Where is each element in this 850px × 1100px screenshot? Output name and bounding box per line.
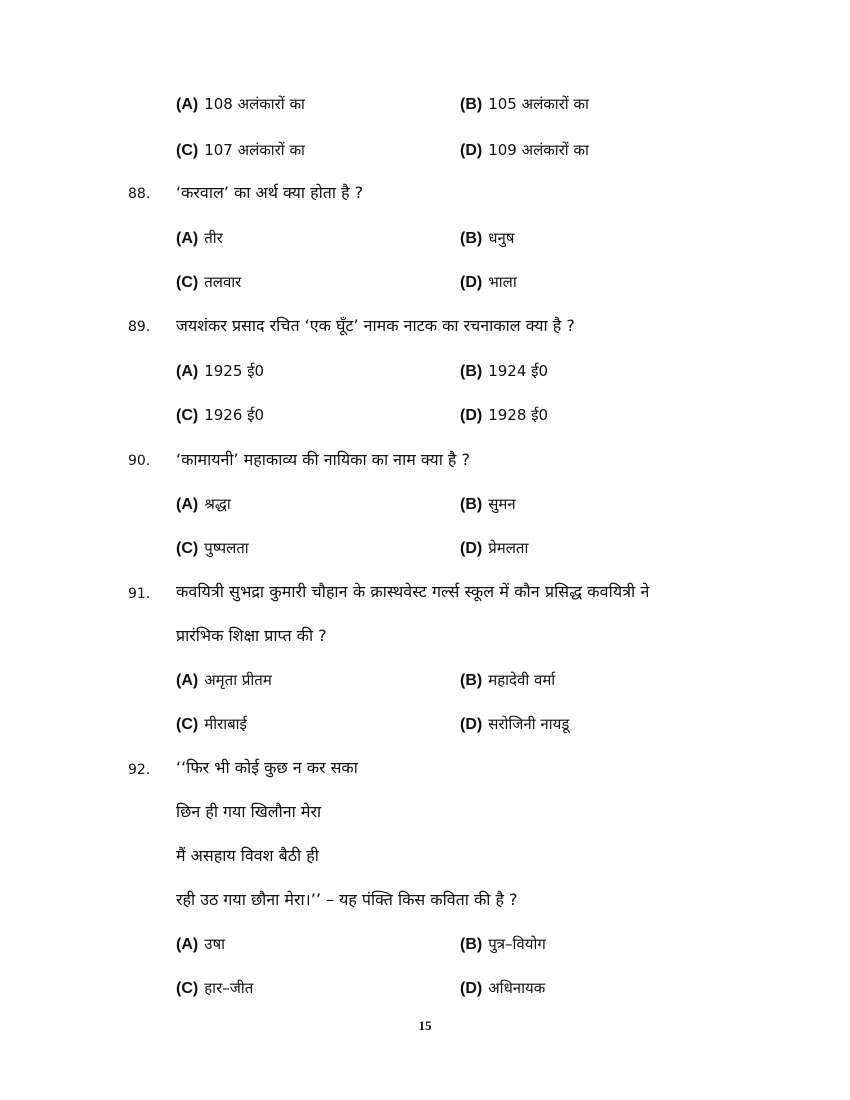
q88-option-a: [176, 228, 223, 249]
option-label: (C): [176, 980, 199, 997]
option-label: (D): [460, 142, 483, 159]
option-text: 107 अलंकारों का: [204, 141, 305, 159]
q89-option-b: [460, 361, 548, 382]
question-text-88: ‘करवाल’ का अर्थ क्या होता है ?: [176, 183, 364, 202]
q89-option-d: [460, 405, 548, 426]
option-label: (D): [460, 407, 483, 424]
question-number-91: 91.: [128, 586, 151, 602]
question-text-91-line-1: कवयित्री सुभद्रा कुमारी चौहान के क्रास्थवेस्ट गर्ल्स स्कूल में कौन प्रसिद्ध कवयित्री ने: [176, 582, 650, 601]
option-label: (A): [176, 672, 199, 689]
question-text-89: जयशंकर प्रसाद रचित ‘एक घूँट’ नामक नाटक का रचनाकाल क्या है ?: [176, 316, 575, 335]
q92-option-c: [176, 978, 253, 999]
option-label: (A): [176, 96, 199, 113]
option-text: महादेवी वर्मा: [488, 671, 556, 689]
option-text: 105 अलंकारों का: [488, 95, 589, 113]
option-label: (C): [176, 274, 199, 291]
q89-option-c: [176, 405, 264, 426]
option-text: धनुष: [488, 229, 515, 247]
page-number: 15: [418, 1018, 432, 1033]
option-text: भाला: [488, 273, 517, 291]
q90-option-a: [176, 494, 231, 515]
question-number-89: 89.: [128, 319, 151, 335]
q87-option-d: [460, 140, 589, 161]
option-label: (B): [460, 230, 483, 247]
option-text: अमृता प्रीतम: [204, 671, 272, 689]
q90-option-b: [460, 494, 516, 515]
question-text-91-line-2: प्रारंभिक शिक्षा प्राप्त की ?: [176, 626, 327, 645]
option-label: (B): [460, 936, 483, 953]
q89-option-a: [176, 361, 264, 382]
option-text: 108 अलंकारों का: [204, 95, 305, 113]
question-number-88: 88.: [128, 186, 151, 202]
option-text: 1926 ई0: [204, 406, 265, 424]
q88-option-c: [176, 272, 241, 293]
question-text-92-line-2: छिन ही गया खिलौना मेरा: [176, 802, 322, 821]
question-number-92: 92.: [128, 762, 151, 778]
option-text: प्रेमलता: [488, 539, 529, 557]
option-text: 1928 ई0: [488, 406, 549, 424]
option-text: तीर: [204, 229, 223, 247]
option-label: (C): [176, 142, 199, 159]
question-text-90: ‘कामायनी’ महाकाव्य की नायिका का नाम क्या है ?: [176, 450, 471, 469]
question-text-92-line-4: रही उठ गया छौना मेरा।’’ – यह पंक्ति किस कविता की है ?: [176, 890, 518, 909]
option-label: (A): [176, 363, 199, 380]
q87-option-b: [460, 94, 589, 115]
option-text: पुष्पलता: [204, 539, 249, 557]
option-label: (C): [176, 407, 199, 424]
option-text: 1924 ई0: [488, 362, 549, 380]
option-text: श्रद्धा: [204, 495, 231, 513]
option-label: (A): [176, 496, 199, 513]
option-text: पुत्र–वियोग: [488, 935, 546, 953]
q91-option-c: [176, 714, 247, 735]
q88-option-b: [460, 228, 514, 249]
q87-option-a: [176, 94, 305, 115]
q90-option-d: [460, 538, 528, 559]
option-label: (A): [176, 936, 199, 953]
option-label: (B): [460, 496, 483, 513]
option-label: (B): [460, 96, 483, 113]
q92-option-a: [176, 934, 225, 955]
option-text: तलवार: [204, 273, 242, 291]
option-label: (D): [460, 980, 483, 997]
option-text: उषा: [204, 935, 225, 953]
option-label: (D): [460, 540, 483, 557]
q88-option-d: [460, 272, 517, 293]
option-label: (D): [460, 716, 483, 733]
option-text: मीराबाई: [204, 715, 247, 733]
q91-option-d: [460, 714, 569, 735]
option-text: अधिनायक: [488, 979, 546, 997]
option-text: 109 अलंकारों का: [488, 141, 589, 159]
option-text: सुमन: [488, 495, 516, 513]
option-label: (C): [176, 540, 199, 557]
q91-option-a: [176, 670, 272, 691]
q92-option-d: [460, 978, 545, 999]
q91-option-b: [460, 670, 555, 691]
q87-option-c: [176, 140, 305, 161]
option-text: हार–जीत: [204, 979, 254, 997]
option-label: (B): [460, 363, 483, 380]
option-label: (B): [460, 672, 483, 689]
question-text-92-line-1: ‘‘फिर भी कोई कुछ न कर सका: [176, 758, 358, 777]
q92-option-b: [460, 934, 546, 955]
option-label: (C): [176, 716, 199, 733]
question-text-92-line-3: मैं असहाय विवश बैठी ही: [176, 846, 319, 865]
option-text: सरोजिनी नायडू: [488, 715, 570, 733]
option-text: 1925 ई0: [204, 362, 265, 380]
option-label: (A): [176, 230, 199, 247]
question-number-90: 90.: [128, 453, 151, 469]
q90-option-c: [176, 538, 249, 559]
option-label: (D): [460, 274, 483, 291]
